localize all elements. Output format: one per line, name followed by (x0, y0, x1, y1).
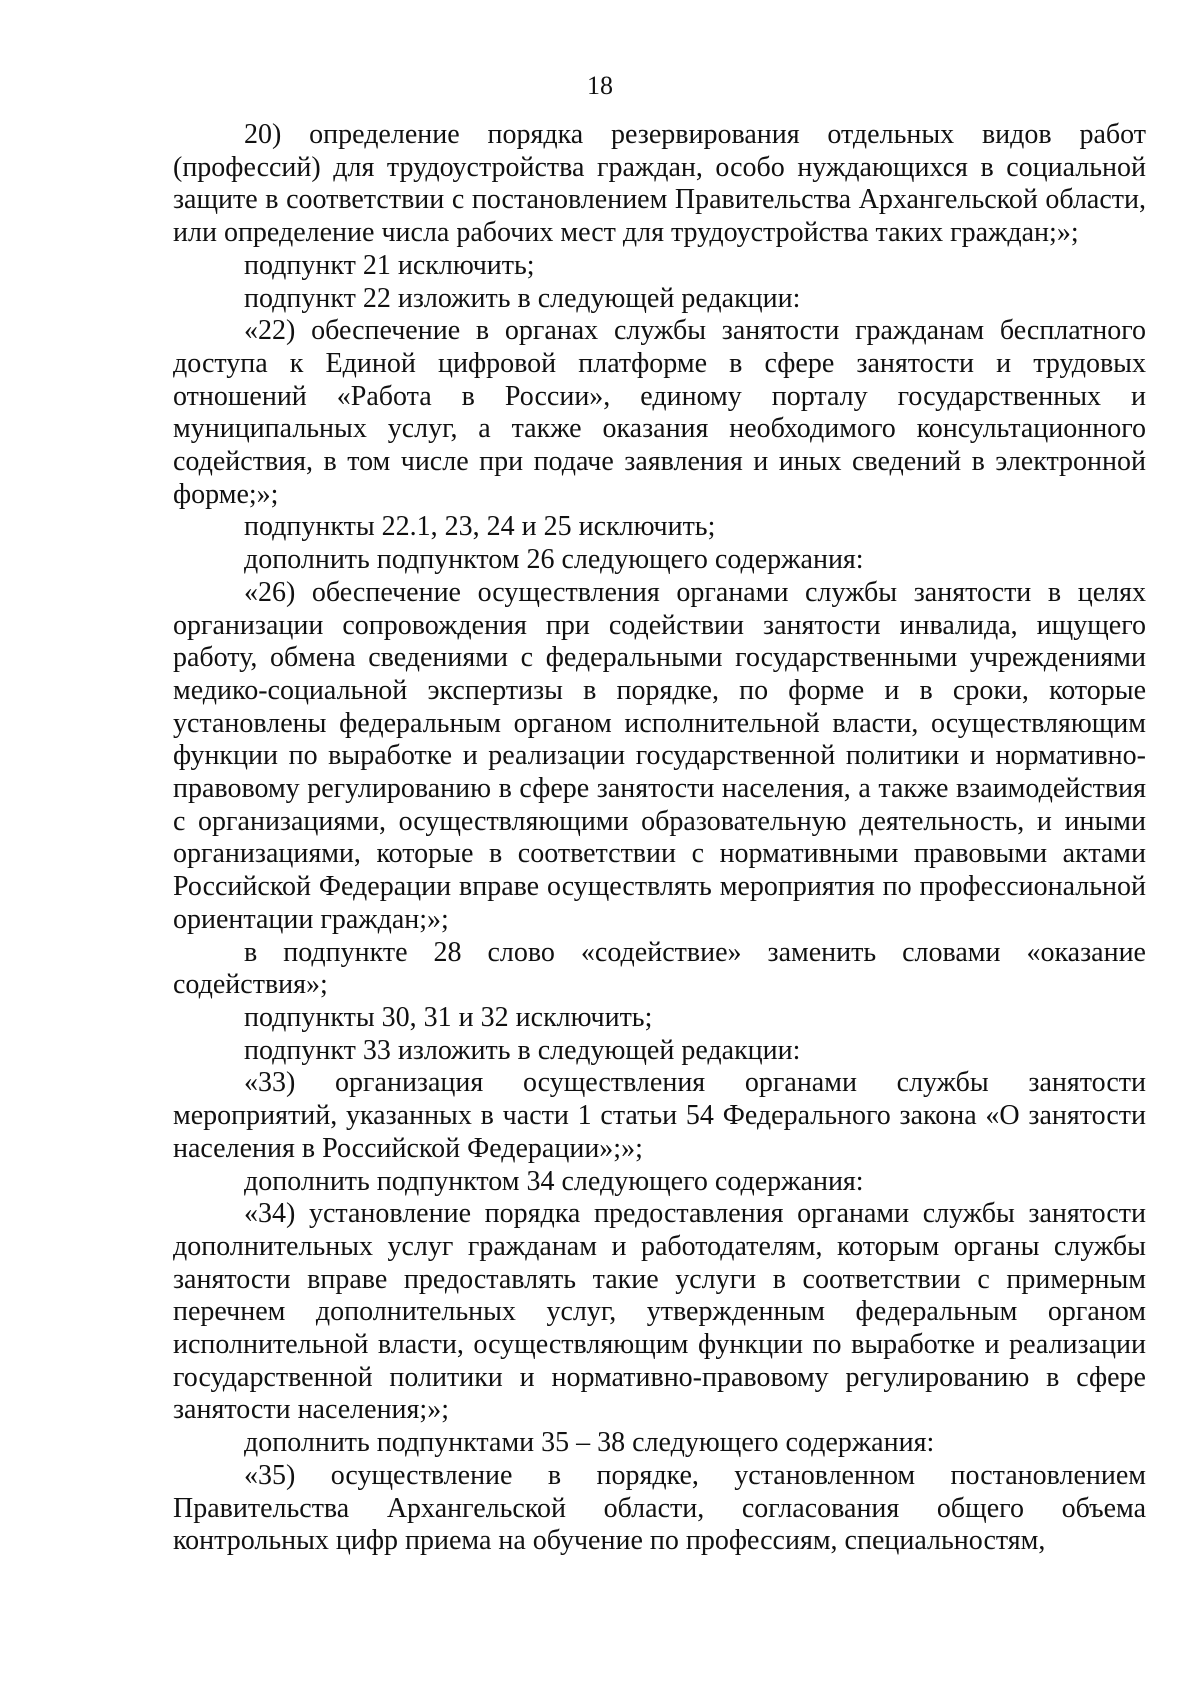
paragraph-add-26: дополнить подпунктом 26 следующего содержания: (244, 544, 864, 576)
paragraph-reword-33: подпункт 33 изложить в следующей редакции: (244, 1034, 801, 1066)
paragraph-subitem-26: «26) обеспечение осуществления органами службы занятости в целях организации сопровождения при содействии занятости инвалида, ищущего работу, обмена сведениями с федеральными государственными учреждениями медико-социальной экспертизы в порядке, по форме и в сроки, которые установлены федеральным органом исполнительной власти, осуществляющим функции по выработке и реализации государственной политики и нормативно-правовому регулированию в сфере занятости населения, а также взаимодействия с организациями, осуществляющими образовательную деятельность, и иными организациями, которые в соответствии с нормативными правовыми актами Российской Федерации вправе осуществлять мероприятия по профессиональной ориентации граждан;»; (173, 576, 1146, 935)
paragraph-exclude-22-1-25: подпункты 22.1, 23, 24 и 25 исключить; (244, 511, 716, 543)
page-number: 18 (587, 71, 613, 100)
paragraph-exclude-21: подпункт 21 исключить; (244, 249, 535, 281)
paragraph-subitem-20: 20) определение порядка резервирования отдельных видов работ (профессий) для трудоустройства граждан, особо нуждающихся в социальной защите в соответствии с постановлением Правительства Архангельской области, или определение числа рабочих мест для трудоустройства таких граждан;»; (173, 119, 1146, 249)
paragraph-add-34: дополнить подпунктом 34 следующего содержания: (244, 1165, 864, 1197)
paragraph-subitem-22: «22) обеспечение в органах службы занятости гражданам бесплатного доступа к Единой цифровой платформе в сфере занятости и трудовых отношений «Работа в России», единому порталу государственных и муниципальных услуг, а также оказания необходимого консультационного содействия, в том числе при подаче заявления и иных сведений в электронной форме;»; (173, 315, 1146, 510)
paragraph-subitem-34: «34) установление порядка предоставления органами службы занятости дополнительных услуг гражданам и работодателям, которым органы службы занятости вправе предоставлять такие услуги в соответствии с примерным перечнем дополнительных услуг, утвержденным федеральным органом исполнительной власти, осуществляющим функции по выработке и реализации государственной политики и нормативно-правовому регулированию в сфере занятости населения;»; (173, 1198, 1146, 1426)
paragraph-replace-28: в подпункте 28 слово «содействие» заменить словами «оказание содействия»; (173, 936, 1146, 1001)
document-body (173, 119, 1146, 1558)
paragraph-exclude-30-32: подпункты 30, 31 и 32 исключить; (244, 1001, 653, 1033)
paragraph-subitem-35: «35) осуществление в порядке, установленном постановлением Правительства Архангельской области, согласования общего объема контрольных цифр приема на обучение по профессиям, специальностям, (173, 1459, 1146, 1557)
paragraph-reword-22: подпункт 22 изложить в следующей редакции: (244, 282, 801, 314)
paragraph-add-35-38: дополнить подпунктами 35 – 38 следующего содержания: (244, 1427, 935, 1459)
paragraph-subitem-33: «33) организация осуществления органами службы занятости мероприятий, указанных в части 1 статьи 54 Федерального закона «О занятости населения в Российской Федерации»;»; (173, 1067, 1146, 1164)
